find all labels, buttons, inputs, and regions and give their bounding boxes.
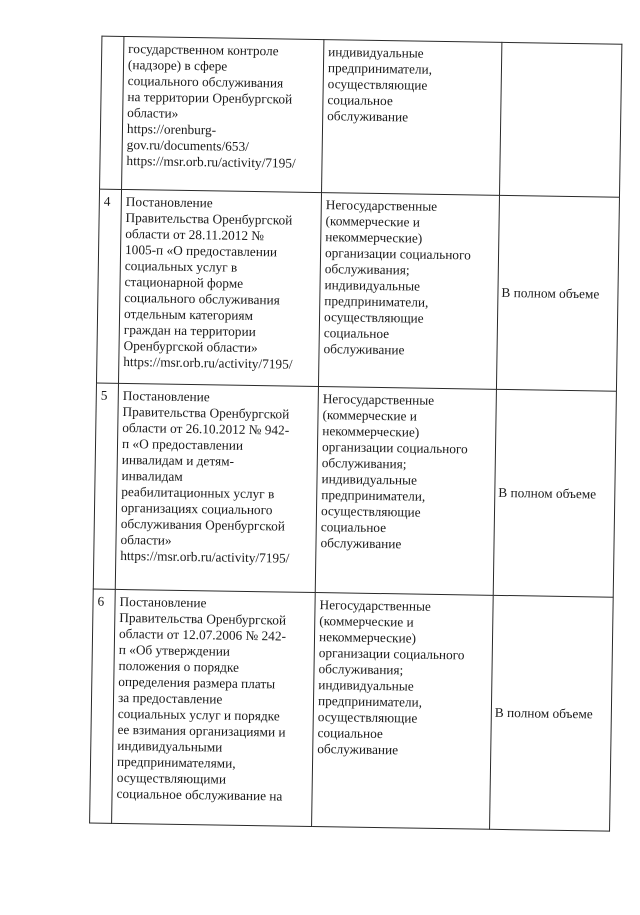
scope-cell: В полном объеме: [496, 195, 619, 391]
subjects-cell: Негосударственные (коммерческие и некоммерческие) организации социального обслуживания; индивидуальные предприниматели, осуществляющие социальное обслуживание: [315, 387, 496, 596]
scope-cell: [499, 42, 621, 197]
document-cell: Постановление Правительства Оренбургской области от 26.10.2012 № 942- п «О предоставлении инвалидам и детям- инвалидам реабилитационных услуг в организациях социального обслуживания Оренбургской области» https://msr.orb.ru/activity/7195/: [115, 383, 318, 592]
regulations-table: [89, 36, 622, 832]
row-number: 4: [96, 189, 121, 383]
row-number: 6: [90, 589, 116, 823]
row-number: 5: [93, 383, 118, 589]
document-cell: государственном контроле (надзоре) в сфере социального обслуживания на территории Оренбургской области» https://orenburg- gov.ru/documents/653/ https://msr.orb.ru/activity/7195/: [122, 36, 324, 192]
table-row: [90, 589, 614, 831]
scope-cell: В полном объеме: [493, 389, 616, 597]
table-row: [100, 36, 622, 197]
table-row: [93, 383, 616, 597]
subjects-cell: Негосударственные (коммерческие и некоммерческие) организации социального обслуживания; индивидуальные предприниматели, осуществляющие социальное обслуживание: [312, 593, 494, 830]
row-number: [100, 36, 124, 189]
subjects-cell: индивидуальные предприниматели, осуществляющие социальное обслуживание: [322, 40, 502, 196]
document-cell: Постановление Правительства Оренбургской области от 28.11.2012 № 1005-п «О предоставлении социальных услуг в стационарной форме социального обслуживания отдельным категориям граждан на территории Оренбургской области» https://msr.orb.ru/activity/7195/: [118, 189, 321, 386]
scope-cell: В полном объеме: [490, 595, 614, 831]
table-row: [96, 189, 619, 391]
document-cell: Постановление Правительства Оренбургской области от 12.07.2006 № 242- п «Об утверждении положения о порядке определения размера платы за предоставление социальных услуг и порядке ее взимания организациями и индивидуальными предпринимателями, осуществляющими социальное обслуживание на: [112, 589, 316, 826]
subjects-cell: Негосударственные (коммерческие и некоммерческие) организации социального обслуживания; индивидуальные предприниматели, осуществляющие социальное обслуживание: [318, 193, 499, 390]
